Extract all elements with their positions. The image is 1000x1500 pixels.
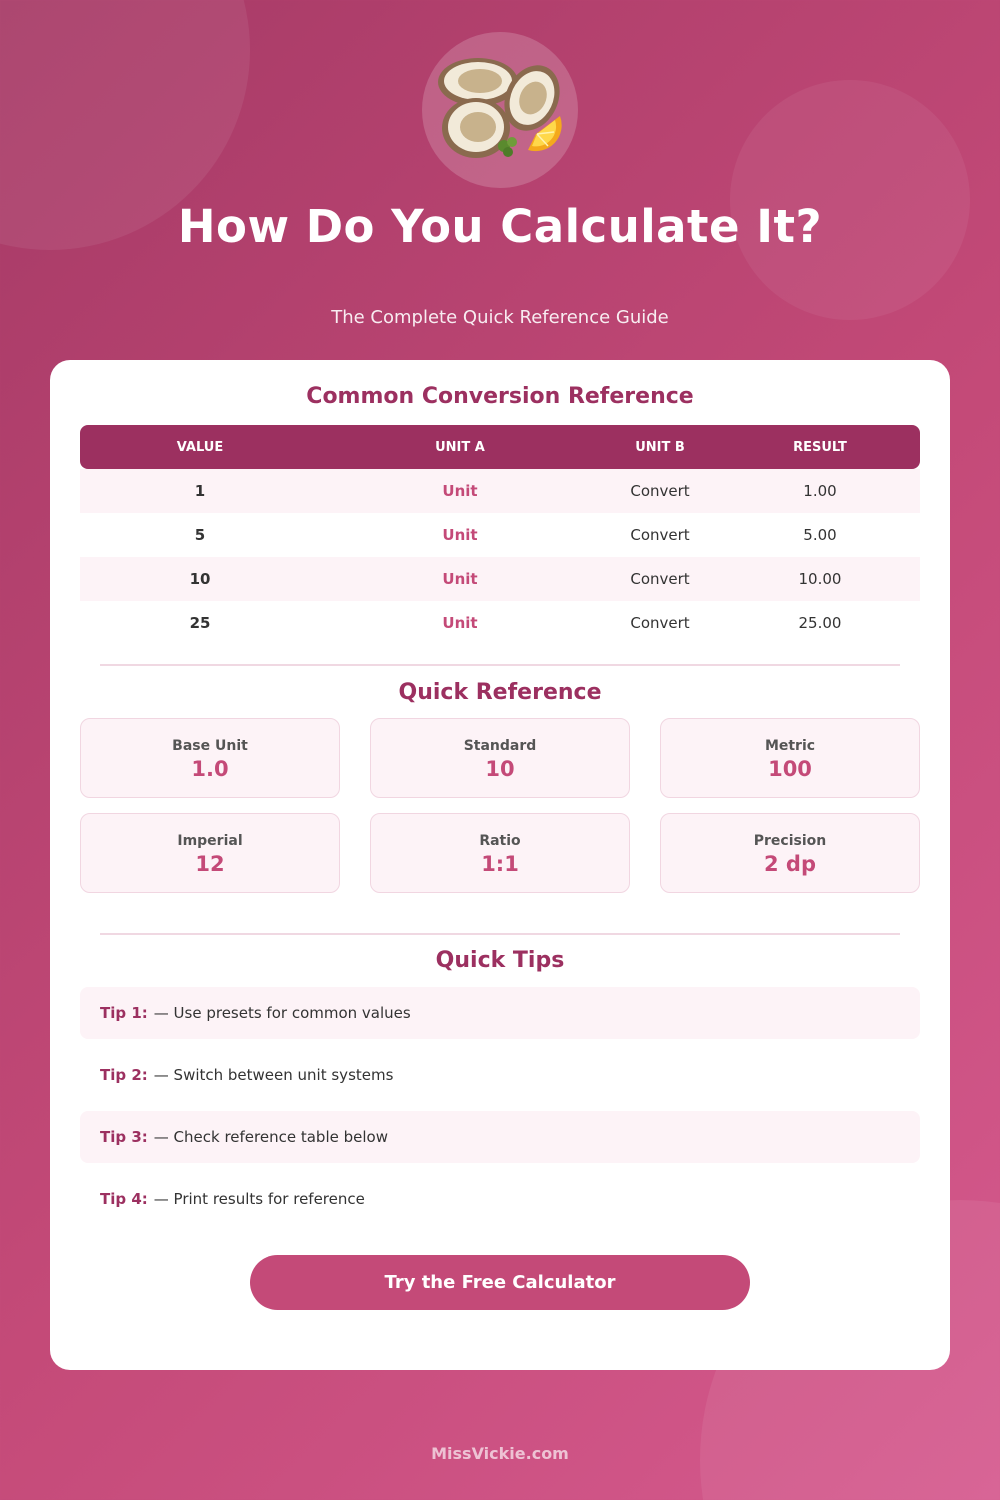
cell-result: 10.00 <box>798 570 842 588</box>
tile-value: 10 <box>485 757 515 781</box>
quick-reference-title: Quick Reference <box>398 680 602 705</box>
cell-value: 5 <box>194 526 206 544</box>
tip-text: — Check reference table below <box>153 1128 388 1146</box>
cell-unit-a: Unit <box>442 614 478 632</box>
tip-text: — Print results for reference <box>153 1190 365 1208</box>
oysters-with-lemon-icon <box>436 54 564 166</box>
quick-tips-title: Quick Tips <box>435 948 565 973</box>
cell-unit-a: Unit <box>442 526 478 544</box>
table-row <box>80 469 920 513</box>
tip-key: Tip 4: <box>100 1190 148 1208</box>
tile-value: 1.0 <box>191 757 229 781</box>
table-header <box>80 425 920 469</box>
tip-key: Tip 1: <box>100 1004 148 1022</box>
tip-item <box>80 1111 920 1163</box>
tile-value: 100 <box>768 757 812 781</box>
cell-result: 25.00 <box>798 614 842 632</box>
cell-unit-a: Unit <box>442 482 478 500</box>
section-divider <box>100 664 900 666</box>
table-row <box>80 557 920 601</box>
cell-value: 10 <box>189 570 211 588</box>
cell-value: 1 <box>194 482 206 500</box>
tip-item <box>80 1049 920 1101</box>
cell-unit-b: Convert <box>630 526 690 544</box>
try-calculator-button[interactable]: Try the Free Calculator <box>250 1255 750 1310</box>
column-header: RESULT <box>793 439 847 455</box>
section-divider <box>100 933 900 935</box>
tile-label: Precision <box>753 833 827 849</box>
tile-label: Ratio <box>479 833 521 849</box>
column-header: UNIT A <box>435 439 485 455</box>
tip-text: — Use presets for common values <box>153 1004 411 1022</box>
page-title: How Do You Calculate It? <box>177 200 823 253</box>
cell-result: 1.00 <box>803 482 837 500</box>
table-row <box>80 601 920 645</box>
page-subtitle: The Complete Quick Reference Guide <box>331 307 669 328</box>
reference-tile <box>80 813 340 893</box>
content-card <box>50 360 950 1370</box>
footer-brand[interactable]: MissVickie.com <box>431 1444 569 1463</box>
reference-tile <box>660 718 920 798</box>
tile-value: 1:1 <box>481 852 519 876</box>
hero-image <box>422 32 578 188</box>
tile-value: 12 <box>195 852 225 876</box>
reference-tile <box>80 718 340 798</box>
tile-label: Imperial <box>177 833 243 849</box>
column-header: UNIT B <box>635 439 685 455</box>
tile-value: 2 dp <box>764 852 816 876</box>
tip-key: Tip 3: <box>100 1128 148 1146</box>
tip-item <box>80 987 920 1039</box>
tip-key: Tip 2: <box>100 1066 148 1084</box>
tile-label: Metric <box>764 738 816 754</box>
reference-tile <box>370 718 630 798</box>
tile-label: Standard <box>463 738 537 754</box>
tile-label: Base Unit <box>172 738 248 754</box>
column-header: VALUE <box>176 439 224 455</box>
tip-item <box>80 1173 920 1225</box>
cell-unit-a: Unit <box>442 570 478 588</box>
cell-unit-b: Convert <box>630 570 690 588</box>
conversion-table <box>80 425 920 645</box>
tip-text: — Switch between unit systems <box>153 1066 394 1084</box>
conversion-title: Common Conversion Reference <box>306 384 694 409</box>
cell-value: 25 <box>189 614 211 632</box>
reference-tile <box>370 813 630 893</box>
reference-tile <box>660 813 920 893</box>
table-row <box>80 513 920 557</box>
cell-unit-b: Convert <box>630 482 690 500</box>
cell-result: 5.00 <box>803 526 837 544</box>
cell-unit-b: Convert <box>630 614 690 632</box>
